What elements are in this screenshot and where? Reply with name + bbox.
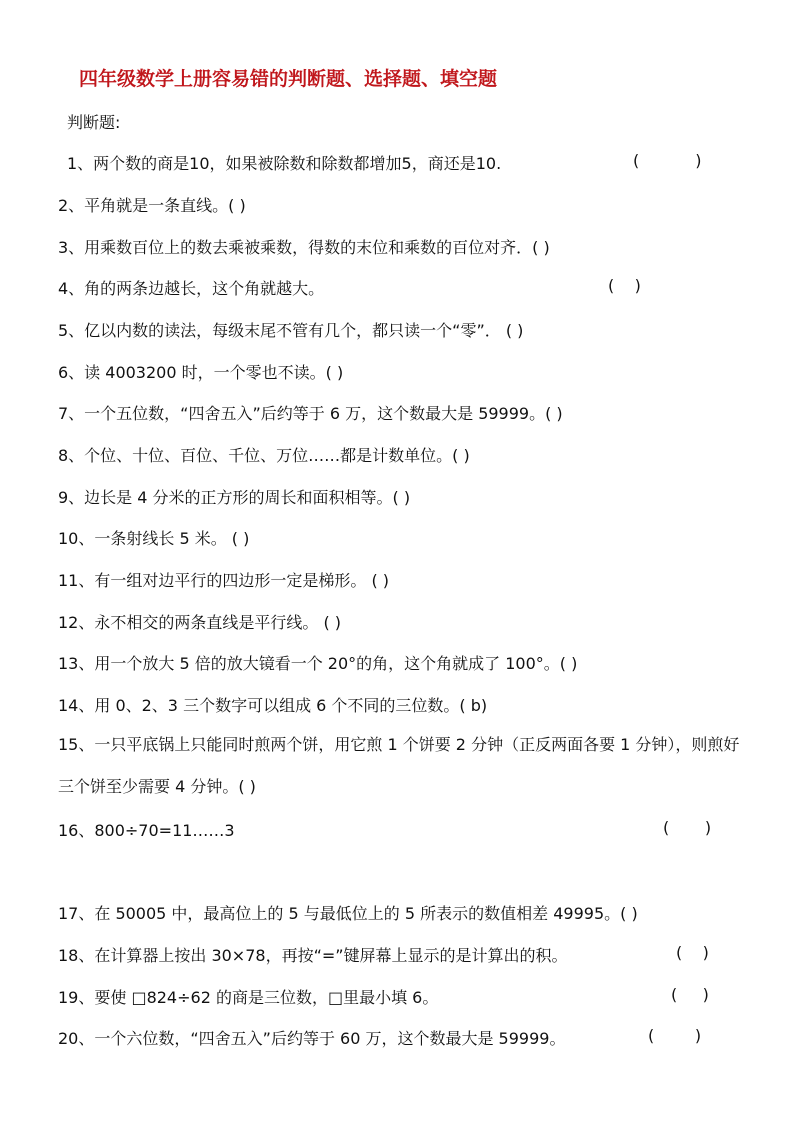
question-5 [58,318,523,341]
question-text: 1、两个数的商是10，如果被除数和除数都增加5，商还是10. [67,154,502,173]
question-text: 5、亿以内数的读法，每级末尾不管有几个，都只读一个“零”． ( ) [58,321,524,340]
answer-blank[interactable]: ( ) [648,1026,702,1045]
question-text: 4、角的两条边越长，这个角就越大。 [58,279,325,298]
question-text: 17、在 50005 中，最高位上的 5 与最低位上的 5 所表示的数值相差 49995。( ) [58,904,638,923]
question-1 [67,151,702,174]
question-4 [58,276,641,299]
section-heading: 判断题: [67,113,121,132]
question-13 [58,651,577,674]
question-text: 6、读 4003200 时，一个零也不读。( ) [58,363,344,382]
question-14 [58,693,487,716]
answer-blank[interactable]: ( ) [676,943,709,962]
question-text: 10、一条射线长 5 米。 ( ) [58,529,250,548]
answer-blank[interactable]: ( ) [671,985,709,1004]
question-text: 9、边长是 4 分米的正方形的周长和面积相等。( ) [58,488,411,507]
question-19 [58,985,709,1008]
question-text: 11、有一组对边平行的四边形一定是梯形。 ( ) [58,571,390,590]
question-15 [58,724,748,808]
question-text: 19、要使 □824÷62 的商是三位数，□里最小填 6。 [58,988,439,1007]
question-2 [58,193,246,216]
question-text: 2、平角就是一条直线。( ) [58,196,246,215]
question-text: 12、永不相交的两条直线是平行线。 ( ) [58,613,342,632]
question-6 [58,360,343,383]
question-text: 14、用 0、2、3 三个数字可以组成 6 个不同的三位数。( b) [58,696,488,715]
question-text: 3、用乘数百位上的数去乘被乘数，得数的末位和乘数的百位对齐．( ) [58,238,550,257]
question-text: 7、一个五位数，“四舍五入”后约等于 6 万，这个数最大是 59999。( ) [58,404,563,423]
question-7 [58,401,563,424]
question-17 [58,901,638,924]
question-18 [58,943,709,966]
question-3 [58,235,550,258]
question-8 [58,443,470,466]
question-9 [58,485,410,508]
answer-blank[interactable]: ( ) [663,818,712,837]
question-text: 20、一个六位数，“四舍五入”后约等于 60 万，这个数最大是 59999。 [58,1029,566,1048]
answer-blank[interactable]: ( ) [633,151,702,170]
question-16 [58,818,712,841]
question-10 [58,526,249,549]
question-20 [58,1026,702,1049]
question-text: 16、800÷70=11……3 [58,821,235,840]
answer-blank[interactable]: ( ) [608,276,641,295]
question-text: 8、个位、十位、百位、千位、万位……都是计数单位。( ) [58,446,470,465]
question-text: 18、在计算器上按出 30×78，再按“=”键屏幕上显示的是计算出的积。 [58,946,568,965]
question-text: 13、用一个放大 5 倍的放大镜看一个 20°的角，这个角就成了 100°。( ) [58,654,578,673]
question-11 [58,568,389,591]
question-text: 15、一只平底锅上只能同时煎两个饼，用它煎 1 个饼要 2 分钟（正反两面各要 1 分钟），则煎好三个饼至少需要 4 分钟。( ) [58,735,740,796]
document-title: 四年级数学上册容易错的判断题、选择题、填空题 [79,68,498,90]
question-12 [58,610,341,633]
